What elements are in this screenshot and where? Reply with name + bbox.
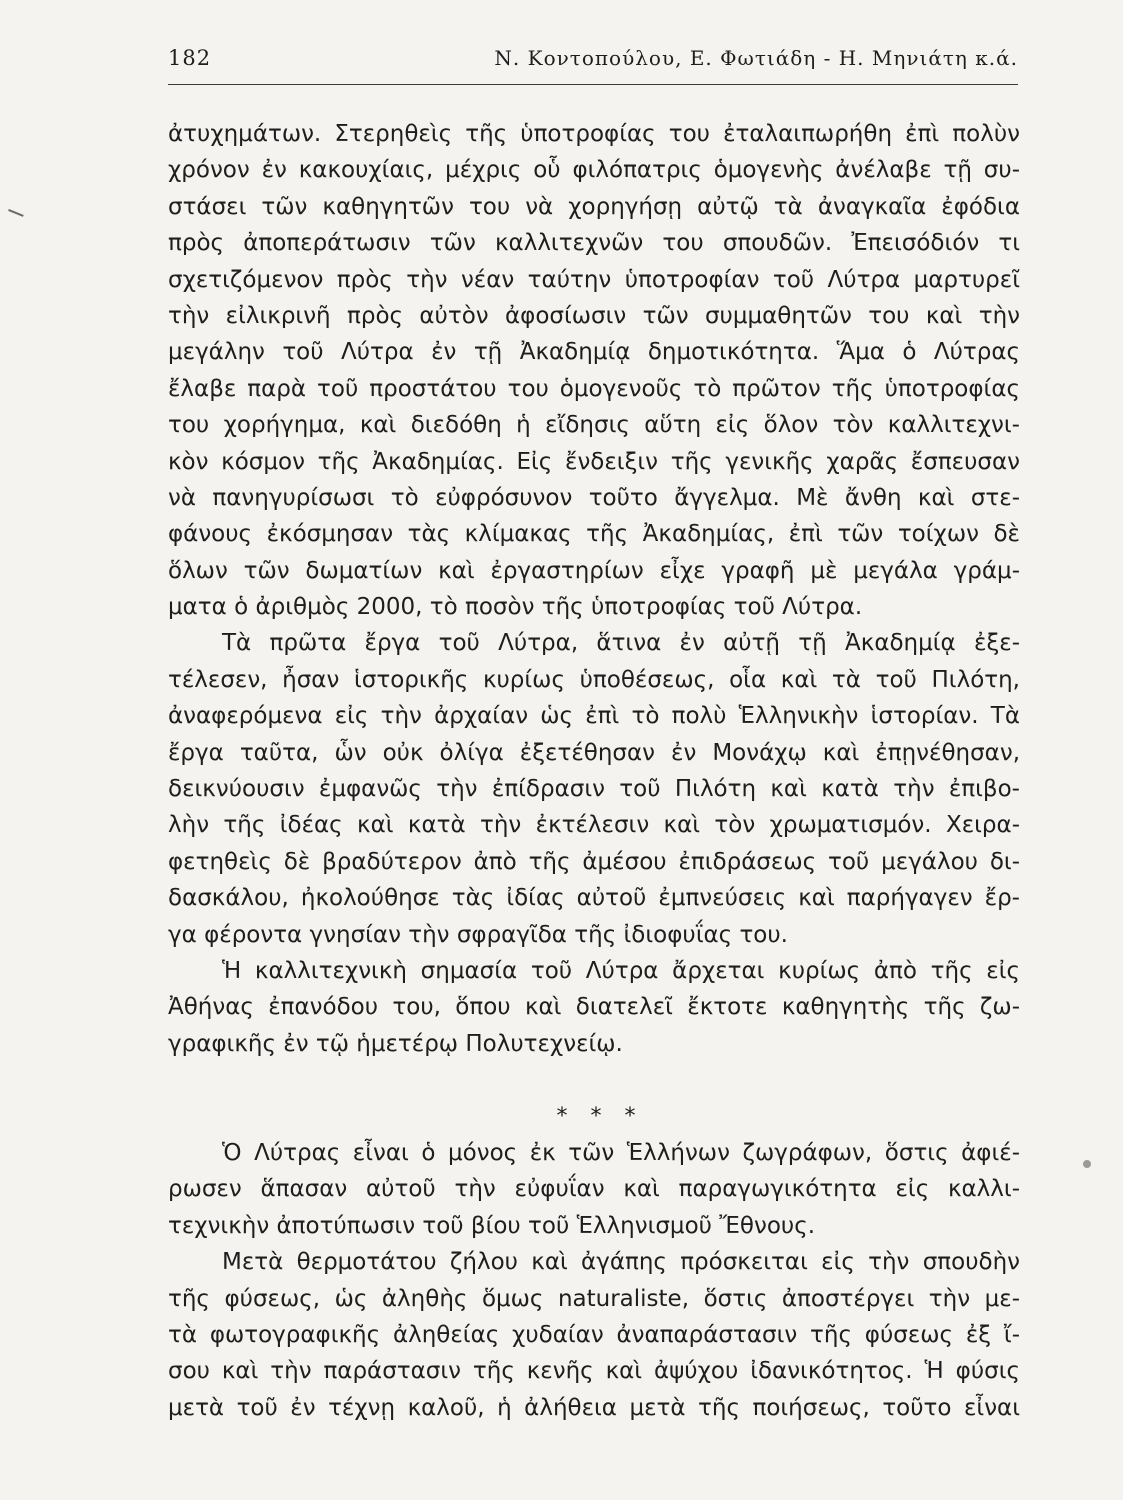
page-header [168,44,1018,84]
text-line: φετηθεὶς δὲ βραδύτερον ἀπὸ τῆς ἀμέσου ἐπιδράσεως τοῦ μεγάλου δι- [168,848,1020,875]
text-line: ἀναφερόμενα εἰς τὴν ἀρχαίαν ὡς ἐπὶ τὸ πολὺ Ἑλληνικὴν ἱστορίαν. Τὰ [168,703,1020,730]
text-line: του χορήγημα, καὶ διεδόθη ἡ εἴδησις αὕτη εἰς ὅλον τὸν καλλιτεχνι- [168,412,1020,439]
text-line: ματα ὁ ἀριθμὸς 2000, τὸ ποσὸν τῆς ὑποτροφίας τοῦ Λύτρα. [168,594,863,621]
text-line: νὰ πανηγυρίσωσι τὸ εὐφρόσυνον τοῦτο ἄγγελμα. Μὲ ἄνθη καὶ στε- [168,484,1020,511]
text-line: τὰ φωτογραφικῆς ἀληθείας χυδαίαν ἀναπαράστασιν τῆς φύσεως ἐξ ἴ- [168,1321,1020,1348]
body-text [168,116,1020,1426]
text-line: κὸν κόσμον τῆς Ἀκαδημίας. Εἰς ἔνδειξιν τῆς γενικῆς χαρᾶς ἔσπευσαν [168,448,1020,475]
section-separator: * * * [556,1103,644,1129]
paragraph-first-line: Ὁ Λύτρας εἶναι ὁ μόνος ἐκ τῶν Ἑλλήνων ζωγράφων, ὅστις ἀφιέ- [222,1139,1020,1166]
page-number: 182 [168,46,212,70]
paragraph-first-line: Ἡ καλλιτεχνικὴ σημασία τοῦ Λύτρα ἄρχεται κυρίως ἀπὸ τῆς εἰς [222,957,1020,984]
blank-line [168,1062,1020,1098]
text-line: λὴν τῆς ἰδέας καὶ κατὰ τὴν ἐκτέλεσιν καὶ τὸν χρωματισμόν. Χειρα- [168,812,1020,839]
header-rule [168,84,1018,85]
text-line: τὴν εἰλικρινῆ πρὸς αὐτὸν ἀφοσίωσιν τῶν συμμαθητῶν του καὶ τὴν [168,302,1020,329]
text-line: στάσει τῶν καθηγητῶν του νὰ χορηγήσῃ αὐτῷ τὰ ἀναγκαῖα ἐφόδια [168,193,1020,220]
paragraph-first-line: Μετὰ θερμοτάτου ζήλου καὶ ἀγάπης πρόσκειται εἰς τὴν σπουδὴν [222,1249,1020,1276]
text-line: φάνους ἐκόσμησαν τὰς κλίμακας τῆς Ἀκαδημίας, ἐπὶ τῶν τοίχων δὲ [168,521,1020,548]
margin-speck [1083,1160,1091,1168]
text-line: σου καὶ τὴν παράστασιν τῆς κενῆς καὶ ἀψύχου ἰδανικότητος. Ἡ φύσις [168,1358,1020,1385]
text-line: μετὰ τοῦ ἐν τέχνῃ καλοῦ, ἡ ἀλήθεια μετὰ τῆς ποιήσεως, τοῦτο εἶναι [168,1394,1020,1421]
text-line: τῆς φύσεως, ὡς ἀληθὴς ὅμως naturaliste, ὅστις ἀποστέργει τὴν με- [168,1285,1020,1312]
text-line: μεγάλην τοῦ Λύτρα ἐν τῇ Ἀκαδημίᾳ δημοτικότητα. Ἅμα ὁ Λύτρας [168,339,1020,366]
text-line: ὅλων τῶν δωματίων καὶ ἐργαστηρίων εἶχε γραφῆ μὲ μεγάλα γράμ- [168,557,1020,584]
text-line: ἔλαβε παρὰ τοῦ προστάτου του ὁμογενοῦς τὸ πρῶτον τῆς ὑποτροφίας [168,375,1020,402]
text-line: χρόνον ἐν κακουχίαις, μέχρις οὗ φιλόπατρις ὁμογενὴς ἀνέλαβε τῇ συ- [168,157,1020,184]
text-line: ρωσεν ἅπασαν αὐτοῦ τὴν εὐφυΐαν καὶ παραγωγικότητα εἰς καλλι- [168,1176,1020,1203]
text-line: πρὸς ἀποπεράτωσιν τῶν καλλιτεχνῶν του σπουδῶν. Ἐπεισόδιόν τι [168,230,1020,257]
text-line: δεικνύουσιν ἐμφανῶς τὴν ἐπίδρασιν τοῦ Πιλότη καὶ κατὰ τὴν ἐπιβο- [168,776,1020,803]
text-line: Ἀθήνας ἐπανόδου του, ὅπου καὶ διατελεῖ ἔκτοτε καθηγητὴς τῆς ζω- [168,994,1020,1021]
margin-mark [8,209,23,216]
text-line: τέλεσεν, ἦσαν ἱστορικῆς κυρίως ὑποθέσεως, οἷα καὶ τὰ τοῦ Πιλότη, [168,666,1020,693]
text-line: τεχνικὴν ἀποτύπωσιν τοῦ βίου τοῦ Ἑλληνισμοῦ Ἔθνους. [168,1212,816,1239]
running-head: Ν. Κοντοπούλου, Ε. Φωτιάδη - Η. Μηνιάτη κ.ά. [494,46,1018,70]
text-line: γα φέροντα γνησίαν τὴν σφραγῖδα τῆς ἰδιοφυΐας του. [168,921,788,948]
text-line: σχετιζόμενον πρὸς τὴν νέαν ταύτην ὑποτροφίαν τοῦ Λύτρα μαρτυρεῖ [168,266,1020,293]
text-line: δασκάλου, ἠκολούθησε τὰς ἰδίας αὐτοῦ ἐμπνεύσεις καὶ παρήγαγεν ἔρ- [168,885,1020,912]
text-line: ἀτυχημάτων. Στερηθεὶς τῆς ὑποτροφίας του ἐταλαιπωρήθη ἐπὶ πολὺν [168,121,1020,147]
paragraph-first-line: Τὰ πρῶτα ἔργα τοῦ Λύτρα, ἅτινα ἐν αὐτῇ τῇ Ἀκαδημίᾳ ἐξε- [222,630,1020,657]
text-line: γραφικῆς ἐν τῷ ἡμετέρῳ Πολυτεχνείῳ. [168,1030,623,1057]
text-line: ἔργα ταῦτα, ὧν οὐκ ὀλίγα ἐξετέθησαν ἐν Μονάχῳ καὶ ἐπῃνέθησαν, [168,739,1020,766]
